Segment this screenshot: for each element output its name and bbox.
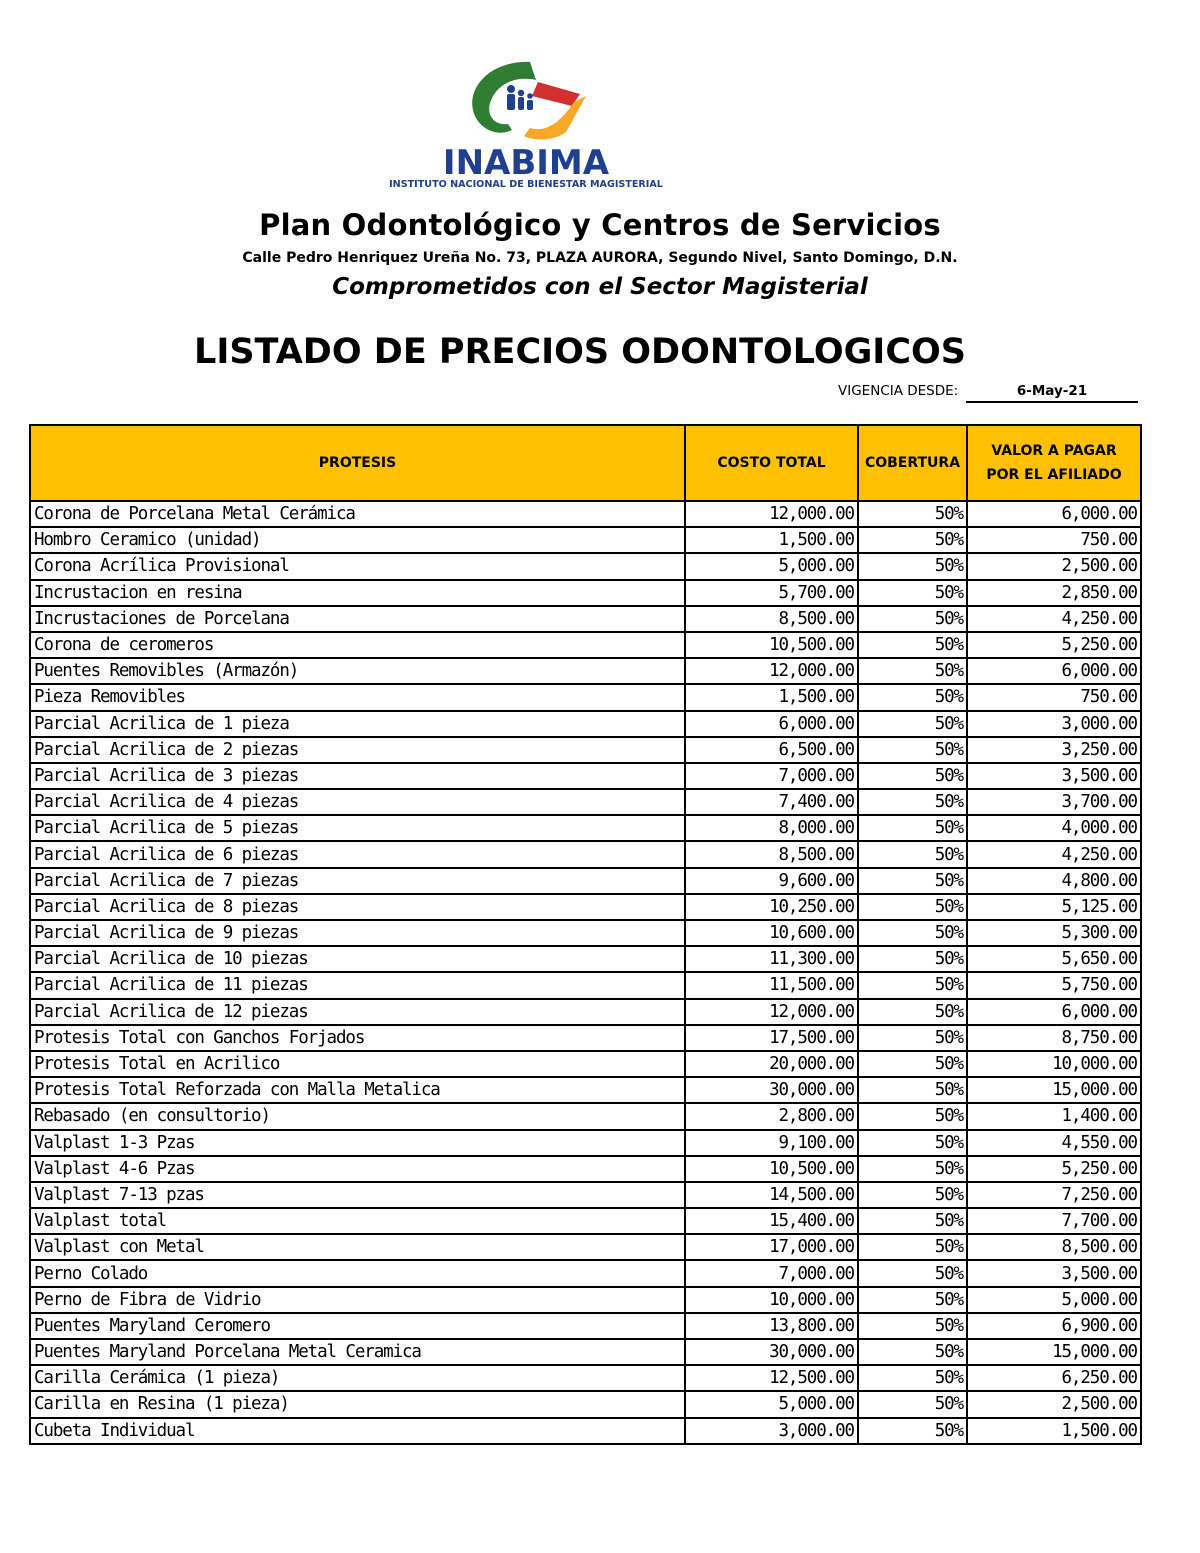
cell-costo-total: 17,000.00 bbox=[685, 1234, 858, 1260]
cell-cobertura: 50% bbox=[858, 632, 967, 658]
table-row bbox=[30, 501, 1141, 527]
table-row bbox=[30, 1260, 1141, 1286]
cell-costo-total: 15,400.00 bbox=[685, 1208, 858, 1234]
cell-valor-a-pagar: 3,500.00 bbox=[967, 1260, 1141, 1286]
table-row bbox=[30, 632, 1141, 658]
cell-costo-total: 1,500.00 bbox=[685, 684, 858, 710]
cell-valor-a-pagar: 4,250.00 bbox=[967, 606, 1141, 632]
cell-valor-a-pagar: 750.00 bbox=[967, 684, 1141, 710]
cell-costo-total: 12,000.00 bbox=[685, 658, 858, 684]
logo-text: INABIMA bbox=[442, 143, 610, 183]
cell-costo-total: 1,500.00 bbox=[685, 527, 858, 553]
table-row bbox=[30, 1208, 1141, 1234]
cell-cobertura: 50% bbox=[858, 1287, 967, 1313]
cell-valor-a-pagar: 2,850.00 bbox=[967, 580, 1141, 606]
cell-valor-a-pagar: 6,000.00 bbox=[967, 999, 1141, 1025]
table-row bbox=[30, 1287, 1141, 1313]
cell-costo-total: 10,250.00 bbox=[685, 894, 858, 920]
cell-protesis: Pieza Removibles bbox=[30, 684, 685, 710]
cell-costo-total: 9,100.00 bbox=[685, 1130, 858, 1156]
cell-costo-total: 10,500.00 bbox=[685, 632, 858, 658]
cell-costo-total: 10,600.00 bbox=[685, 920, 858, 946]
table-row bbox=[30, 1365, 1141, 1391]
cell-cobertura: 50% bbox=[858, 1339, 967, 1365]
cell-cobertura: 50% bbox=[858, 1077, 967, 1103]
cell-protesis: Parcial Acrilica de 11 piezas bbox=[30, 972, 685, 998]
cell-cobertura: 50% bbox=[858, 1418, 967, 1444]
cell-valor-a-pagar: 10,000.00 bbox=[967, 1051, 1141, 1077]
cell-protesis: Puentes Maryland Porcelana Metal Ceramica bbox=[30, 1339, 685, 1365]
cell-costo-total: 5,000.00 bbox=[685, 1391, 858, 1417]
table-row bbox=[30, 1313, 1141, 1339]
cell-valor-a-pagar: 5,125.00 bbox=[967, 894, 1141, 920]
cell-cobertura: 50% bbox=[858, 580, 967, 606]
cell-protesis: Parcial Acrilica de 7 piezas bbox=[30, 868, 685, 894]
cell-cobertura: 50% bbox=[858, 1182, 967, 1208]
logo-green-swoosh bbox=[472, 62, 536, 133]
cell-cobertura: 50% bbox=[858, 1391, 967, 1417]
cell-costo-total: 9,600.00 bbox=[685, 868, 858, 894]
cell-valor-a-pagar: 1,500.00 bbox=[967, 1418, 1141, 1444]
cell-valor-a-pagar: 3,500.00 bbox=[967, 763, 1141, 789]
cell-costo-total: 17,500.00 bbox=[685, 1025, 858, 1051]
cell-protesis: Cubeta Individual bbox=[30, 1418, 685, 1444]
inabima-logo bbox=[360, 56, 692, 192]
table-body bbox=[30, 501, 1141, 1444]
cell-costo-total: 6,500.00 bbox=[685, 737, 858, 763]
table-header-row bbox=[30, 425, 1141, 501]
cell-valor-a-pagar: 6,250.00 bbox=[967, 1365, 1141, 1391]
cell-valor-a-pagar: 4,800.00 bbox=[967, 868, 1141, 894]
table-row bbox=[30, 868, 1141, 894]
cell-cobertura: 50% bbox=[858, 894, 967, 920]
address: Calle Pedro Henriquez Ureña No. 73, PLAZA AURORA, Segundo Nivel, Santo Domingo, D.N. bbox=[242, 250, 958, 266]
cell-valor-a-pagar: 5,250.00 bbox=[967, 1156, 1141, 1182]
cell-valor-a-pagar: 4,250.00 bbox=[967, 841, 1141, 867]
table-row bbox=[30, 789, 1141, 815]
cell-cobertura: 50% bbox=[858, 1103, 967, 1129]
cell-costo-total: 11,500.00 bbox=[685, 972, 858, 998]
table-row bbox=[30, 553, 1141, 579]
cell-valor-a-pagar: 6,900.00 bbox=[967, 1313, 1141, 1339]
table-row bbox=[30, 684, 1141, 710]
family-icon bbox=[507, 85, 533, 110]
cell-protesis: Parcial Acrilica de 8 piezas bbox=[30, 894, 685, 920]
logo-yellow-wedge bbox=[524, 96, 586, 139]
cell-cobertura: 50% bbox=[858, 658, 967, 684]
col-header-valor-a-pagar: VALOR A PAGAR POR EL AFILIADO bbox=[967, 425, 1141, 501]
cell-costo-total: 10,500.00 bbox=[685, 1156, 858, 1182]
vigencia-label: VIGENCIA DESDE: bbox=[838, 383, 959, 399]
cell-cobertura: 50% bbox=[858, 1234, 967, 1260]
cell-protesis: Hombro Ceramico (unidad) bbox=[30, 527, 685, 553]
cell-cobertura: 50% bbox=[858, 946, 967, 972]
table-row bbox=[30, 1130, 1141, 1156]
table-row bbox=[30, 1418, 1141, 1444]
cell-cobertura: 50% bbox=[858, 737, 967, 763]
cell-valor-a-pagar: 2,500.00 bbox=[967, 1391, 1141, 1417]
cell-cobertura: 50% bbox=[858, 1208, 967, 1234]
cell-cobertura: 50% bbox=[858, 1130, 967, 1156]
cell-cobertura: 50% bbox=[858, 920, 967, 946]
cell-costo-total: 13,800.00 bbox=[685, 1313, 858, 1339]
cell-protesis: Parcial Acrilica de 5 piezas bbox=[30, 815, 685, 841]
cell-valor-a-pagar: 5,250.00 bbox=[967, 632, 1141, 658]
cell-valor-a-pagar: 4,550.00 bbox=[967, 1130, 1141, 1156]
cell-protesis: Incrustaciones de Porcelana bbox=[30, 606, 685, 632]
cell-costo-total: 5,000.00 bbox=[685, 553, 858, 579]
table-row bbox=[30, 972, 1141, 998]
cell-protesis: Parcial Acrilica de 1 pieza bbox=[30, 711, 685, 737]
slogan: Comprometidos con el Sector Magisterial bbox=[332, 274, 868, 300]
cell-valor-a-pagar: 750.00 bbox=[967, 527, 1141, 553]
cell-costo-total: 8,500.00 bbox=[685, 841, 858, 867]
table-row bbox=[30, 946, 1141, 972]
cell-protesis: Valplast 4-6 Pzas bbox=[30, 1156, 685, 1182]
logo-subtext: INSTITUTO NACIONAL DE BIENESTAR MAGISTERIAL bbox=[389, 179, 663, 190]
cell-protesis: Protesis Total en Acrilico bbox=[30, 1051, 685, 1077]
table-row bbox=[30, 527, 1141, 553]
cell-cobertura: 50% bbox=[858, 1025, 967, 1051]
cell-cobertura: 50% bbox=[858, 972, 967, 998]
cell-protesis: Corona Acrílica Provisional bbox=[30, 553, 685, 579]
cell-valor-a-pagar: 15,000.00 bbox=[967, 1077, 1141, 1103]
table-row bbox=[30, 815, 1141, 841]
cell-protesis: Protesis Total con Ganchos Forjados bbox=[30, 1025, 685, 1051]
vigencia-value: 6-May-21 bbox=[966, 383, 1138, 403]
cell-protesis: Perno de Fibra de Vidrio bbox=[30, 1287, 685, 1313]
cell-costo-total: 2,800.00 bbox=[685, 1103, 858, 1129]
cell-cobertura: 50% bbox=[858, 553, 967, 579]
cell-valor-a-pagar: 6,000.00 bbox=[967, 501, 1141, 527]
cell-costo-total: 7,000.00 bbox=[685, 763, 858, 789]
table-row bbox=[30, 920, 1141, 946]
cell-costo-total: 14,500.00 bbox=[685, 1182, 858, 1208]
cell-cobertura: 50% bbox=[858, 1313, 967, 1339]
cell-protesis: Protesis Total Reforzada con Malla Metalica bbox=[30, 1077, 685, 1103]
table-row bbox=[30, 763, 1141, 789]
cell-cobertura: 50% bbox=[858, 501, 967, 527]
cell-valor-a-pagar: 15,000.00 bbox=[967, 1339, 1141, 1365]
cell-costo-total: 10,000.00 bbox=[685, 1287, 858, 1313]
page-title: LISTADO DE PRECIOS ODONTOLOGICOS bbox=[194, 332, 966, 372]
cell-protesis: Valplast 7-13 pzas bbox=[30, 1182, 685, 1208]
cell-protesis: Corona de Porcelana Metal Cerámica bbox=[30, 501, 685, 527]
cell-protesis: Parcial Acrilica de 6 piezas bbox=[30, 841, 685, 867]
cell-protesis: Parcial Acrilica de 4 piezas bbox=[30, 789, 685, 815]
cell-cobertura: 50% bbox=[858, 606, 967, 632]
cell-costo-total: 12,000.00 bbox=[685, 999, 858, 1025]
table-row bbox=[30, 1051, 1141, 1077]
cell-cobertura: 50% bbox=[858, 999, 967, 1025]
cell-valor-a-pagar: 5,000.00 bbox=[967, 1287, 1141, 1313]
cell-protesis: Carilla en Resina (1 pieza) bbox=[30, 1391, 685, 1417]
cell-protesis: Parcial Acrilica de 12 piezas bbox=[30, 999, 685, 1025]
cell-protesis: Perno Colado bbox=[30, 1260, 685, 1286]
cell-costo-total: 5,700.00 bbox=[685, 580, 858, 606]
table-row bbox=[30, 1339, 1141, 1365]
col-header-protesis: PROTESIS bbox=[30, 425, 685, 501]
cell-valor-a-pagar: 7,250.00 bbox=[967, 1182, 1141, 1208]
cell-costo-total: 20,000.00 bbox=[685, 1051, 858, 1077]
cell-valor-a-pagar: 7,700.00 bbox=[967, 1208, 1141, 1234]
table-row bbox=[30, 1156, 1141, 1182]
col-header-costo-total: COSTO TOTAL bbox=[685, 425, 858, 501]
cell-costo-total: 12,500.00 bbox=[685, 1365, 858, 1391]
cell-costo-total: 7,400.00 bbox=[685, 789, 858, 815]
cell-cobertura: 50% bbox=[858, 711, 967, 737]
table-row bbox=[30, 1077, 1141, 1103]
col-header-cobertura: COBERTURA bbox=[858, 425, 967, 501]
cell-protesis: Puentes Maryland Ceromero bbox=[30, 1313, 685, 1339]
table-row bbox=[30, 999, 1141, 1025]
cell-protesis: Carilla Cerámica (1 pieza) bbox=[30, 1365, 685, 1391]
cell-protesis: Valplast total bbox=[30, 1208, 685, 1234]
table-row bbox=[30, 841, 1141, 867]
cell-protesis: Incrustacion en resina bbox=[30, 580, 685, 606]
logo-red-roof bbox=[532, 82, 580, 106]
cell-costo-total: 8,000.00 bbox=[685, 815, 858, 841]
cell-valor-a-pagar: 3,000.00 bbox=[967, 711, 1141, 737]
cell-valor-a-pagar: 2,500.00 bbox=[967, 553, 1141, 579]
price-table bbox=[29, 424, 1142, 1445]
table-row bbox=[30, 1234, 1141, 1260]
table-row bbox=[30, 658, 1141, 684]
cell-valor-a-pagar: 8,500.00 bbox=[967, 1234, 1141, 1260]
cell-protesis: Parcial Acrilica de 10 piezas bbox=[30, 946, 685, 972]
cell-cobertura: 50% bbox=[858, 1365, 967, 1391]
cell-protesis: Parcial Acrilica de 2 piezas bbox=[30, 737, 685, 763]
cell-cobertura: 50% bbox=[858, 815, 967, 841]
cell-protesis: Puentes Removibles (Armazón) bbox=[30, 658, 685, 684]
cell-protesis: Valplast con Metal bbox=[30, 1234, 685, 1260]
cell-valor-a-pagar: 6,000.00 bbox=[967, 658, 1141, 684]
cell-protesis: Corona de ceromeros bbox=[30, 632, 685, 658]
cell-costo-total: 30,000.00 bbox=[685, 1339, 858, 1365]
cell-valor-a-pagar: 3,700.00 bbox=[967, 789, 1141, 815]
table-row bbox=[30, 1103, 1141, 1129]
cell-cobertura: 50% bbox=[858, 868, 967, 894]
cell-valor-a-pagar: 5,300.00 bbox=[967, 920, 1141, 946]
cell-valor-a-pagar: 1,400.00 bbox=[967, 1103, 1141, 1129]
cell-valor-a-pagar: 3,250.00 bbox=[967, 737, 1141, 763]
cell-cobertura: 50% bbox=[858, 841, 967, 867]
table-row bbox=[30, 1391, 1141, 1417]
cell-costo-total: 12,000.00 bbox=[685, 501, 858, 527]
table-row bbox=[30, 606, 1141, 632]
cell-cobertura: 50% bbox=[858, 527, 967, 553]
cell-costo-total: 30,000.00 bbox=[685, 1077, 858, 1103]
cell-costo-total: 8,500.00 bbox=[685, 606, 858, 632]
cell-cobertura: 50% bbox=[858, 1051, 967, 1077]
cell-cobertura: 50% bbox=[858, 763, 967, 789]
cell-cobertura: 50% bbox=[858, 789, 967, 815]
cell-cobertura: 50% bbox=[858, 1156, 967, 1182]
cell-costo-total: 11,300.00 bbox=[685, 946, 858, 972]
table-row bbox=[30, 711, 1141, 737]
table-row bbox=[30, 894, 1141, 920]
cell-cobertura: 50% bbox=[858, 684, 967, 710]
cell-valor-a-pagar: 5,750.00 bbox=[967, 972, 1141, 998]
table-row bbox=[30, 1025, 1141, 1051]
cell-valor-a-pagar: 5,650.00 bbox=[967, 946, 1141, 972]
cell-protesis: Parcial Acrilica de 3 piezas bbox=[30, 763, 685, 789]
cell-protesis: Rebasado (en consultorio) bbox=[30, 1103, 685, 1129]
cell-costo-total: 3,000.00 bbox=[685, 1418, 858, 1444]
cell-valor-a-pagar: 8,750.00 bbox=[967, 1025, 1141, 1051]
plan-title: Plan Odontológico y Centros de Servicios bbox=[259, 208, 941, 242]
cell-costo-total: 7,000.00 bbox=[685, 1260, 858, 1286]
table-row bbox=[30, 1182, 1141, 1208]
table-row bbox=[30, 580, 1141, 606]
cell-protesis: Parcial Acrilica de 9 piezas bbox=[30, 920, 685, 946]
cell-costo-total: 6,000.00 bbox=[685, 711, 858, 737]
cell-cobertura: 50% bbox=[858, 1260, 967, 1286]
table-row bbox=[30, 737, 1141, 763]
cell-valor-a-pagar: 4,000.00 bbox=[967, 815, 1141, 841]
cell-protesis: Valplast 1-3 Pzas bbox=[30, 1130, 685, 1156]
